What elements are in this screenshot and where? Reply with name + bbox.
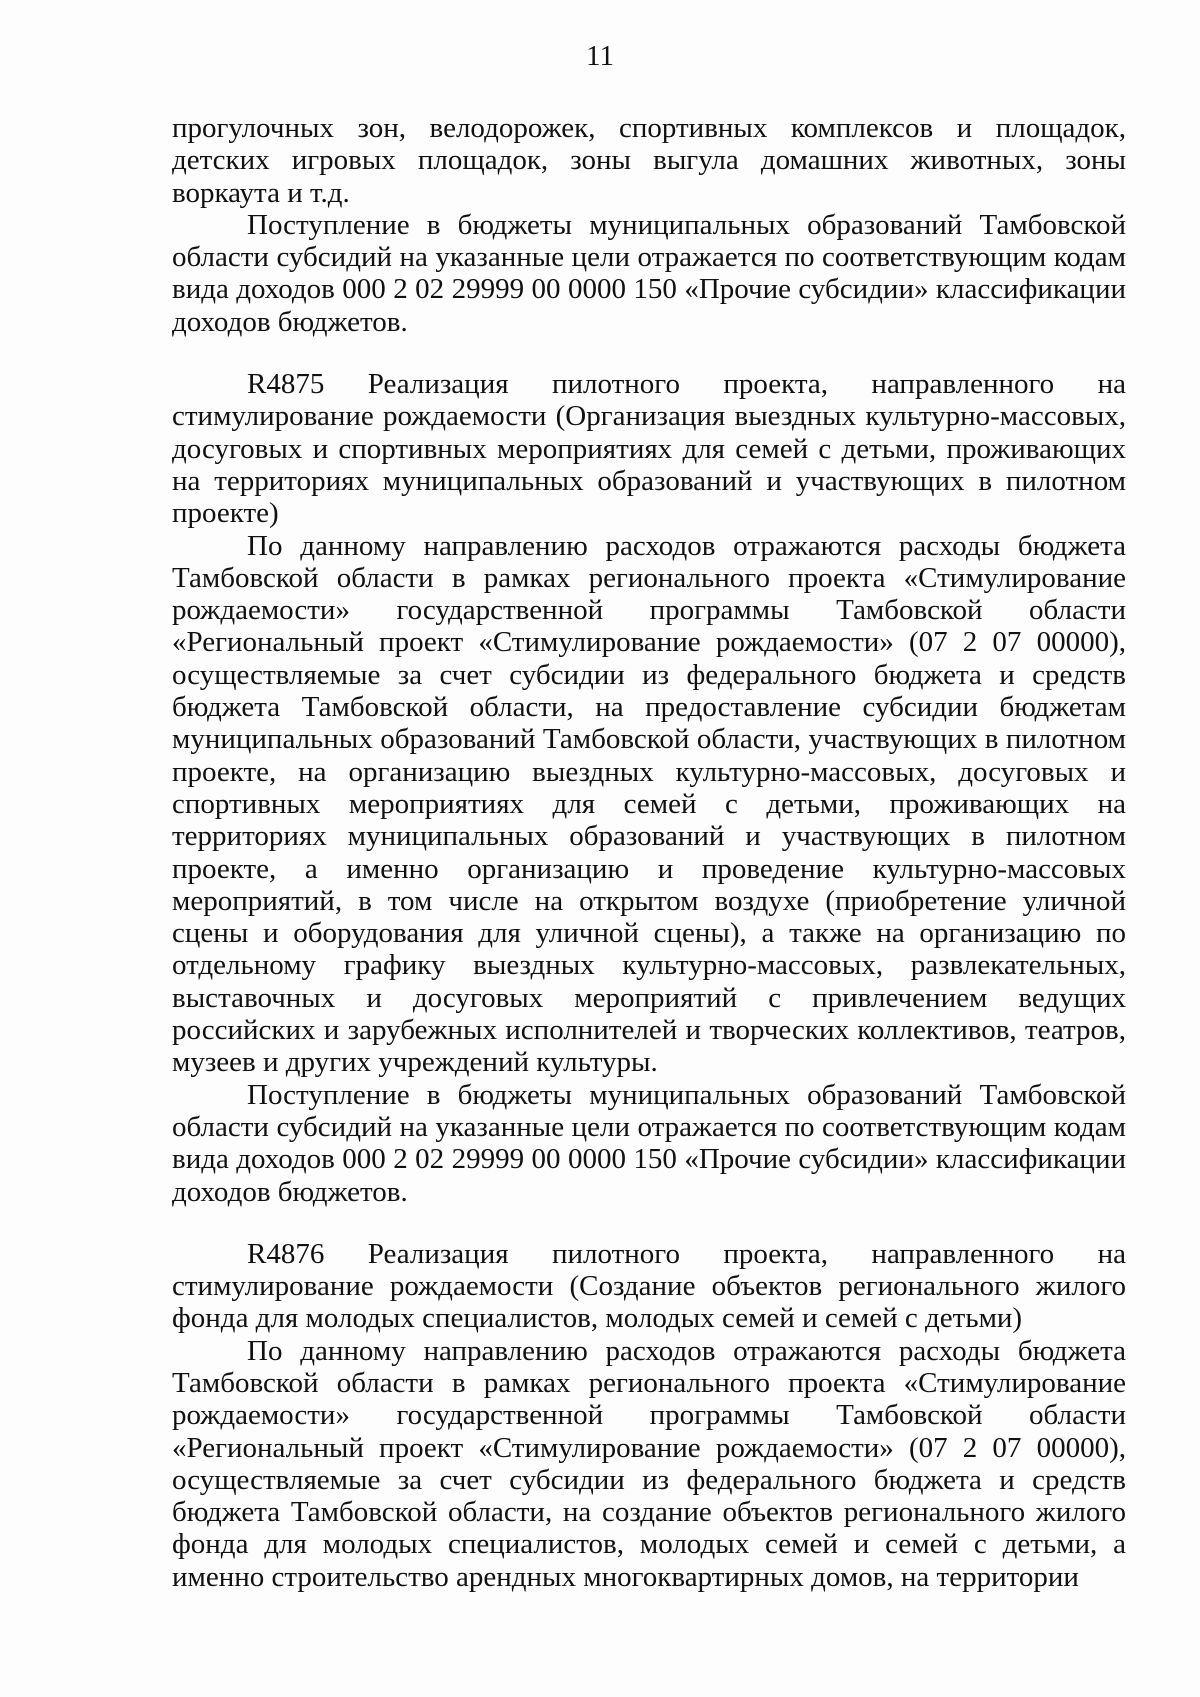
section-heading-r4875: R4875 Реализация пилотного проекта, направленного на стимулирование рождаемости (Организация выездных культурно-массовых, досуговых и спортивных мероприятиях для семей с детьми, проживающих на территориях муниципальных образований и участвующих в пилотном проекте): [172, 368, 1126, 530]
paragraph-r4875-description: По данному направлению расходов отражаются расходы бюджета Тамбовской области в рамках регионального проекта «Стимулирование рождаемости» государственной программы Тамбовской области «Региональный проект «Стимулирование рождаемости» (07 2 07 00000), осуществляемые за счет субсидии из федерального бюджета и средств бюджета Тамбовской области, на предоставление субсидии бюджетам муниципальных образований Тамбовской области, участвующих в пилотном проекте, на организацию выездных культурно-массовых, досуговых и спортивных мероприятиях для семей с детьми, проживающих на территориях муниципальных образований и участвующих в пилотном проекте, а именно организацию и проведение культурно-массовых мероприятий, в том числе на открытом воздухе (приобретение уличной сцены и оборудования для уличной сцены), а также на организацию по отдельному графику выездных культурно-массовых, развлекательных, выставочных и досуговых мероприятий с привлечением ведущих российских и зарубежных исполнителей и творческих коллективов, театров, музеев и других учреждений культуры.: [172, 529, 1126, 1079]
paragraph-continuation: прогулочных зон, велодорожек, спортивных комплексов и площадок, детских игровых площадок, зоны выгула домашних животных, зоны воркаута и т.д.: [172, 112, 1126, 209]
spacer: [172, 1208, 1126, 1238]
document-body: [172, 112, 1126, 1593]
paragraph-revenue-note-2: Поступление в бюджеты муниципальных образований Тамбовской области субсидий на указанные цели отражается по соответствующим кодам вида доходов 000 2 02 29999 00 0000 150 «Прочие субсидии» классификации доходов бюджетов.: [172, 1078, 1126, 1208]
paragraph-revenue-note-1: Поступление в бюджеты муниципальных образований Тамбовской области субсидий на указанные цели отражается по соответствующим кодам вида доходов 000 2 02 29999 00 0000 150 «Прочие субсидии» классификации доходов бюджетов.: [172, 208, 1126, 338]
paragraph-r4876-description: По данному направлению расходов отражаются расходы бюджета Тамбовской области в рамках регионального проекта «Стимулирование рождаемости» государственной программы Тамбовской области «Региональный проект «Стимулирование рождаемости» (07 2 07 00000), осуществляемые за счет субсидии из федерального бюджета и средств бюджета Тамбовской области, на создание объектов регионального жилого фонда для молодых специалистов, молодых семей и семей с детьми, а именно строительство арендных многоквартирных домов, на территории: [172, 1334, 1126, 1593]
page-number: 11: [586, 40, 614, 72]
spacer: [172, 338, 1126, 368]
section-heading-r4876: R4876 Реализация пилотного проекта, направленного на стимулирование рождаемости (Создание объектов регионального жилого фонда для молодых специалистов, молодых семей и семей с детьми): [172, 1237, 1126, 1335]
